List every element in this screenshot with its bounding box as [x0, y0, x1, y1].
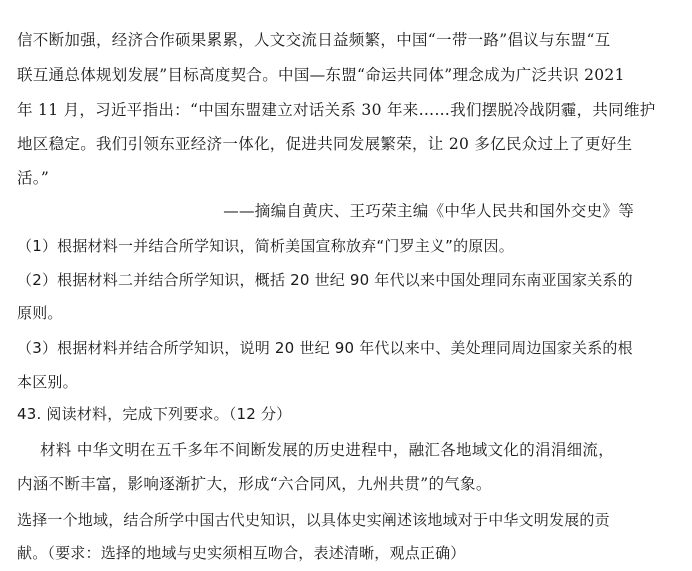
q43-task-line-1: 选择一个地域，结合所学中国古代史知识，以具体史实阐述该地域对于中华文明发展的贡	[17, 511, 610, 529]
passage-line-3: 年 11 月，习近平指出：“中国东盟建立对话关系 30 年来……我们摆脱冷战阴霾，共同维护	[17, 101, 656, 119]
passage-line-4: 地区稳定。我们引领东亚经济一体化，促进共同发展繁荣，让 20 多亿民众过上了更好生	[17, 135, 633, 153]
question-3-continued: 本区别。	[17, 373, 78, 391]
passage-line-2: 联互通总体规划发展”目标高度契合。中国—东盟“命运共同体”理念成为广泛共识 2021	[17, 66, 625, 84]
passage-line-5: 活。”	[17, 169, 50, 187]
question-43-header: 43. 阅读材料，完成下列要求。（12 分）	[17, 405, 292, 423]
question-3: （3）根据材料并结合所学知识，说明 20 世纪 90 年代以来中、美处理同周边国家关系的根	[17, 339, 633, 357]
q43-material-line-1: 材料 中华文明在五千多年不间断发展的历史进程中，融汇各地域文化的涓涓细流，	[40, 441, 615, 459]
question-1: （1）根据材料一并结合所学知识，简析美国宣称放弃“门罗主义”的原因。	[17, 237, 514, 255]
q43-material-line-2: 内涵不断丰富，影响逐渐扩大，形成“六合同风，九州共贯”的气象。	[17, 475, 492, 493]
question-2: （2）根据材料二并结合所学知识，概括 20 世纪 90 年代以来中国处理同东南亚国家关系的	[17, 271, 633, 289]
question-2-continued: 原则。	[17, 304, 63, 322]
passage-line-1: 信不断加强，经济合作硕果累累，人文交流日益频繁，中国“一带一路”倡议与东盟“互	[17, 31, 611, 49]
source-citation: ——摘编自黄庆、王巧荣主编《中华人民共和国外交史》等	[223, 202, 634, 220]
q43-task-line-2: 献。（要求：选择的地域与史实须相互吻合，表述清晰，观点正确）	[17, 544, 466, 562]
